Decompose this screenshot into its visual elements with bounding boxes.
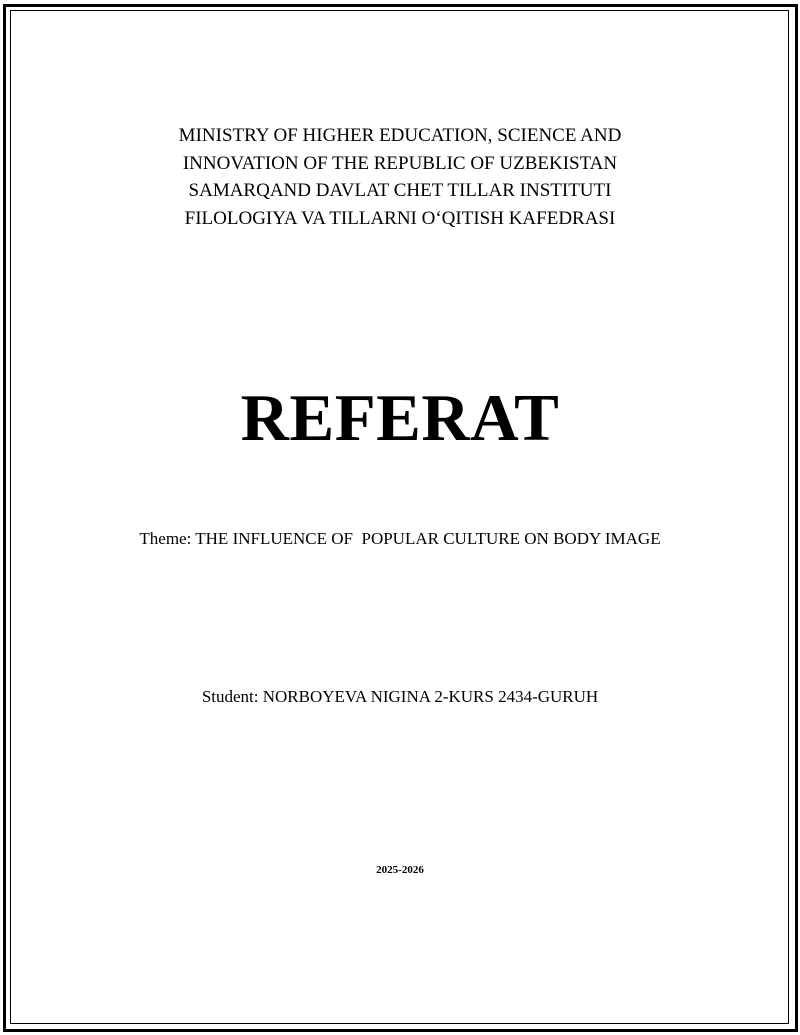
header-line-department: FILOLOGIYA VA TILLARNI O‘QITISH KAFEDRASI bbox=[184, 207, 616, 229]
theme-line: Theme: THE INFLUENCE OF POPULAR CULTURE ON BODY IMAGE bbox=[139, 529, 661, 548]
document-title: REFERAT bbox=[240, 381, 560, 455]
header-line-republic: INNOVATION OF THE REPUBLIC OF UZBEKISTAN bbox=[182, 152, 618, 174]
header-line-institute: SAMARQAND DAVLAT CHET TILLAR INSTITUTI bbox=[188, 180, 612, 201]
institution-header bbox=[0, 122, 800, 232]
header-line-ministry: MINISTRY OF HIGHER EDUCATION, SCIENCE AND bbox=[178, 125, 622, 146]
student-line: Student: NORBOYEVA NIGINA 2-KURS 2434-GURUH bbox=[201, 687, 599, 706]
academic-year: 2025-2026 bbox=[376, 864, 424, 876]
